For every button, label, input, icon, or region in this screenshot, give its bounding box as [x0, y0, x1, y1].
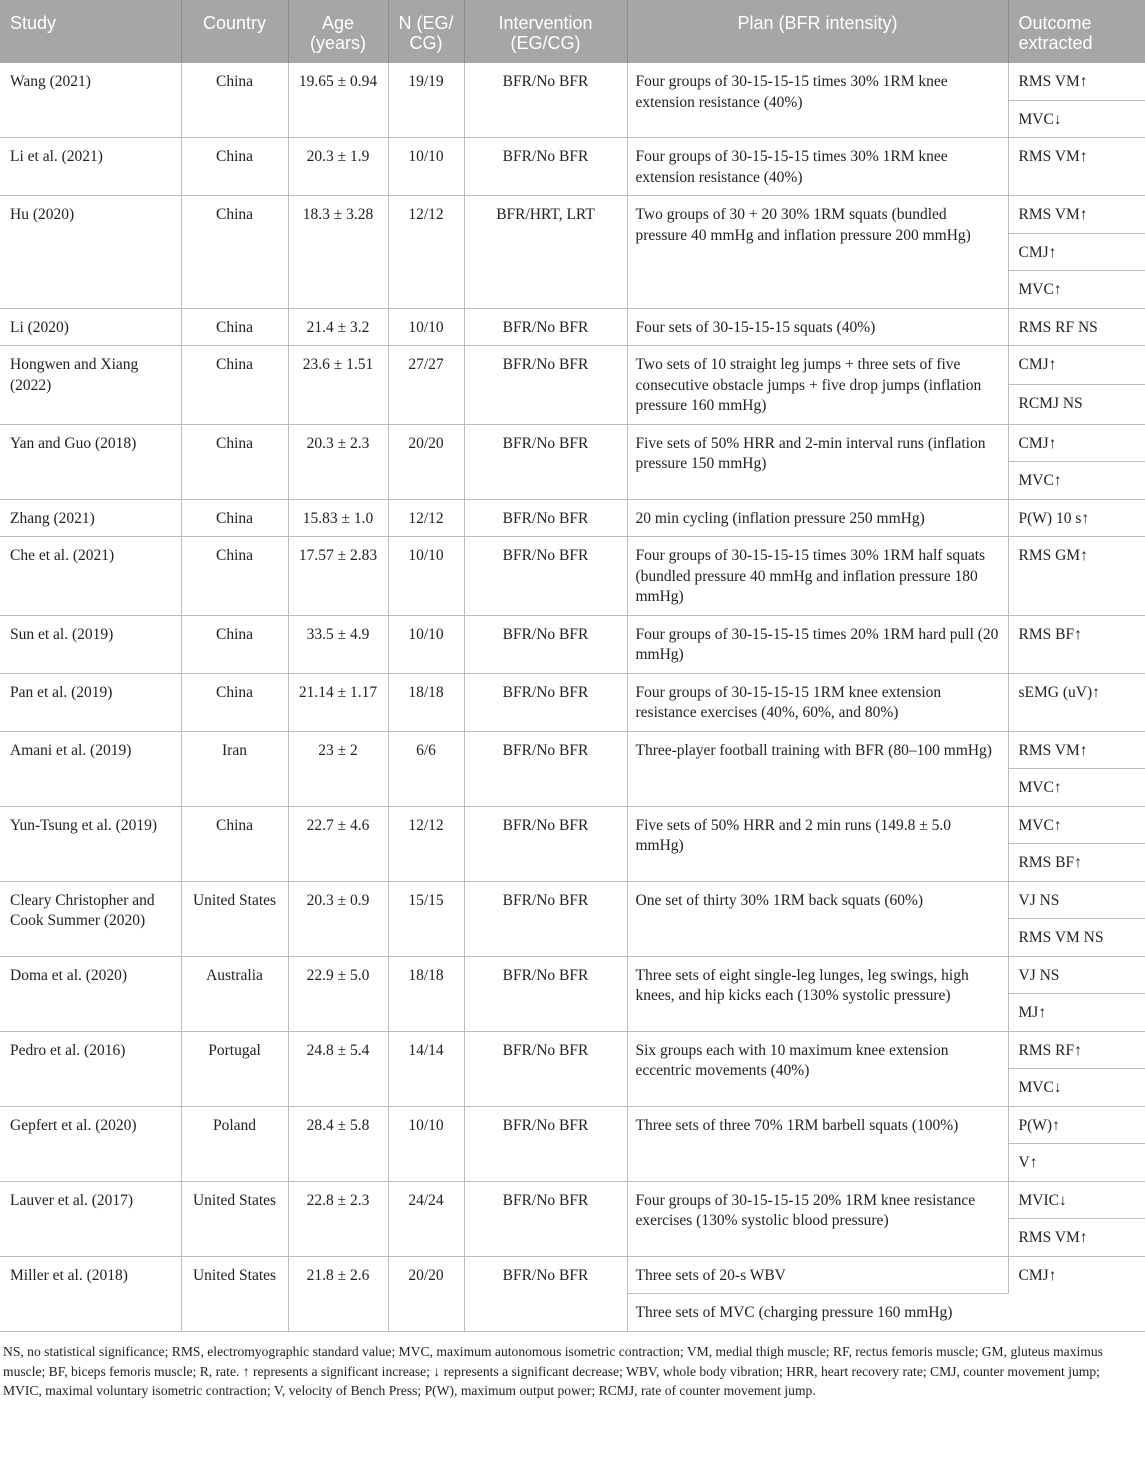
intervention-cell: BFR/No BFR: [464, 308, 627, 346]
header-n: N (EG/ CG): [388, 0, 464, 63]
country-cell: Australia: [181, 956, 288, 1031]
n-cell: 12/12: [388, 806, 464, 881]
n-cell: 18/18: [388, 956, 464, 1031]
country-cell: China: [181, 138, 288, 196]
outcome-cell: MVC↑: [1008, 271, 1145, 309]
country-cell: China: [181, 346, 288, 425]
table-row: [0, 346, 1145, 385]
country-cell: China: [181, 537, 288, 616]
n-cell: 12/12: [388, 196, 464, 309]
header-age: Age (years): [288, 0, 388, 63]
country-cell: Poland: [181, 1106, 288, 1181]
table-row: [0, 308, 1145, 346]
age-cell: 22.8 ± 2.3: [288, 1181, 388, 1256]
study-cell: Che et al. (2021): [0, 537, 181, 616]
outcome-cell: RCMJ NS: [1008, 385, 1145, 424]
age-cell: 23.6 ± 1.51: [288, 346, 388, 425]
outcome-cell: VJ NS: [1008, 881, 1145, 919]
outcome-cell: RMS RF↑: [1008, 1031, 1145, 1069]
table-row: [0, 615, 1145, 673]
country-cell: United States: [181, 881, 288, 956]
country-cell: United States: [181, 1256, 288, 1331]
table-row: [0, 138, 1145, 196]
study-cell: Amani et al. (2019): [0, 731, 181, 806]
n-cell: 10/10: [388, 615, 464, 673]
table-row: [0, 196, 1145, 234]
country-cell: China: [181, 196, 288, 309]
age-cell: 20.3 ± 2.3: [288, 424, 388, 499]
header-intervention: Intervention (EG/CG): [464, 0, 627, 63]
table-row: [0, 499, 1145, 537]
outcome-cell: MVIC↓: [1008, 1181, 1145, 1219]
plan-cell: Three sets of 20-s WBV: [627, 1256, 1008, 1294]
table-row: [0, 1106, 1145, 1144]
outcome-cell: P(W)↑: [1008, 1106, 1145, 1144]
plan-cell: Six groups each with 10 maximum knee extension eccentric movements (40%): [627, 1031, 1008, 1106]
age-cell: 15.83 ± 1.0: [288, 499, 388, 537]
plan-cell: Two groups of 30 + 20 30% 1RM squats (bundled pressure 40 mmHg and inflation pressure 200 mmHg): [627, 196, 1008, 309]
table-row: [0, 1256, 1145, 1294]
intervention-cell: BFR/No BFR: [464, 806, 627, 881]
age-cell: 22.9 ± 5.0: [288, 956, 388, 1031]
plan-cell: Five sets of 50% HRR and 2-min interval runs (inflation pressure 150 mmHg): [627, 424, 1008, 499]
n-cell: 10/10: [388, 1106, 464, 1181]
plan-cell: Five sets of 50% HRR and 2 min runs (149.8 ± 5.0 mmHg): [627, 806, 1008, 881]
intervention-cell: BFR/No BFR: [464, 1181, 627, 1256]
plan-cell: One set of thirty 30% 1RM back squats (60%): [627, 881, 1008, 956]
outcome-cell: RMS VM↑: [1008, 1219, 1145, 1257]
country-cell: China: [181, 499, 288, 537]
outcome-cell: CMJ↑: [1008, 346, 1145, 385]
age-cell: 21.8 ± 2.6: [288, 1256, 388, 1331]
plan-cell: Three sets of three 70% 1RM barbell squats (100%): [627, 1106, 1008, 1181]
n-cell: 27/27: [388, 346, 464, 425]
table-body: [0, 63, 1145, 1331]
study-cell: Yan and Guo (2018): [0, 424, 181, 499]
table-row: [0, 1031, 1145, 1069]
n-cell: 14/14: [388, 1031, 464, 1106]
n-cell: 18/18: [388, 673, 464, 731]
study-cell: Hu (2020): [0, 196, 181, 309]
age-cell: 18.3 ± 3.28: [288, 196, 388, 309]
outcome-cell: RMS VM↑: [1008, 731, 1145, 769]
plan-cell: Two sets of 10 straight leg jumps + three sets of five consecutive obstacle jumps + five drop jumps (inflation pressure 160 mmHg): [627, 346, 1008, 425]
n-cell: 12/12: [388, 499, 464, 537]
study-cell: Zhang (2021): [0, 499, 181, 537]
study-cell: Li et al. (2021): [0, 138, 181, 196]
study-cell: Hongwen and Xiang (2022): [0, 346, 181, 425]
study-cell: Miller et al. (2018): [0, 1256, 181, 1331]
table-row: [0, 806, 1145, 844]
n-cell: 20/20: [388, 424, 464, 499]
table-row: [0, 731, 1145, 769]
country-cell: China: [181, 308, 288, 346]
table-row: [0, 537, 1145, 616]
age-cell: 28.4 ± 5.8: [288, 1106, 388, 1181]
country-cell: China: [181, 63, 288, 138]
table-row: [0, 881, 1145, 919]
intervention-cell: BFR/No BFR: [464, 63, 627, 138]
outcome-cell: RMS VM↑: [1008, 138, 1145, 196]
study-cell: Cleary Christopher and Cook Summer (2020): [0, 881, 181, 956]
n-cell: 24/24: [388, 1181, 464, 1256]
age-cell: 21.14 ± 1.17: [288, 673, 388, 731]
header-plan: Plan (BFR intensity): [627, 0, 1008, 63]
country-cell: China: [181, 673, 288, 731]
country-cell: Iran: [181, 731, 288, 806]
n-cell: 10/10: [388, 308, 464, 346]
age-cell: 20.3 ± 1.9: [288, 138, 388, 196]
plan-cell: Four sets of 30-15-15-15 squats (40%): [627, 308, 1008, 346]
age-cell: 23 ± 2: [288, 731, 388, 806]
plan-cell: Three-player football training with BFR (80–100 mmHg): [627, 731, 1008, 806]
intervention-cell: BFR/HRT, LRT: [464, 196, 627, 309]
plan-cell: Four groups of 30-15-15-15 1RM knee extension resistance exercises (40%, 60%, and 80%): [627, 673, 1008, 731]
intervention-cell: BFR/No BFR: [464, 346, 627, 425]
outcome-cell: MVC↓: [1008, 100, 1145, 138]
outcome-cell: sEMG (uV)↑: [1008, 673, 1145, 731]
outcome-cell: RMS RF NS: [1008, 308, 1145, 346]
outcome-cell: RMS BF↑: [1008, 615, 1145, 673]
outcome-cell: RMS GM↑: [1008, 537, 1145, 616]
header-study: Study: [0, 0, 181, 63]
country-cell: China: [181, 424, 288, 499]
intervention-cell: BFR/No BFR: [464, 673, 627, 731]
outcome-cell: V↑: [1008, 1144, 1145, 1182]
plan-cell: Four groups of 30-15-15-15 times 30% 1RM knee extension resistance (40%): [627, 63, 1008, 138]
intervention-cell: BFR/No BFR: [464, 1256, 627, 1331]
intervention-cell: BFR/No BFR: [464, 731, 627, 806]
table-row: [0, 673, 1145, 731]
plan-cell: Four groups of 30-15-15-15 20% 1RM knee resistance exercises (130% systolic blood pressure): [627, 1181, 1008, 1256]
n-cell: 19/19: [388, 63, 464, 138]
country-cell: China: [181, 806, 288, 881]
outcome-cell: CMJ↑: [1008, 424, 1145, 462]
header-country: Country: [181, 0, 288, 63]
table-footnote: NS, no statistical significance; RMS, electromyographic standard value; MVC, maximum autonomous isometric contraction; VM, medial thigh muscle; RF, rectus femoris muscle; GM, gluteus maximus muscle; BF, biceps femoris muscle; R, rate. ↑ represents a significant increase; ↓ represents a significant decrease; WBV, whole body vibration; HRR, heart recovery rate; CMJ, counter movement jump; MVIC, maximal voluntary isometric contraction; V, velocity of Bench Press; P(W), maximum output power; RCMJ, rate of counter movement jump.: [3, 1344, 1103, 1398]
outcome-cell: RMS VM NS: [1008, 919, 1145, 957]
outcome-cell: RMS VM↑: [1008, 63, 1145, 100]
intervention-cell: BFR/No BFR: [464, 1106, 627, 1181]
table-header-row: [0, 0, 1145, 63]
table-row: [0, 63, 1145, 100]
table-row: [0, 1181, 1145, 1219]
table-row: [0, 424, 1145, 462]
intervention-cell: BFR/No BFR: [464, 1031, 627, 1106]
intervention-cell: BFR/No BFR: [464, 499, 627, 537]
country-cell: China: [181, 615, 288, 673]
plan-cell: 20 min cycling (inflation pressure 250 mmHg): [627, 499, 1008, 537]
outcome-cell: CMJ↑: [1008, 1256, 1145, 1331]
outcome-cell: P(W) 10 s↑: [1008, 499, 1145, 537]
plan-cell: Four groups of 30-15-15-15 times 20% 1RM hard pull (20 mmHg): [627, 615, 1008, 673]
intervention-cell: BFR/No BFR: [464, 956, 627, 1031]
age-cell: 24.8 ± 5.4: [288, 1031, 388, 1106]
age-cell: 17.57 ± 2.83: [288, 537, 388, 616]
outcome-cell: RMS BF↑: [1008, 844, 1145, 882]
plan-cell: Four groups of 30-15-15-15 times 30% 1RM half squats (bundled pressure 40 mmHg and inflation pressure 180 mmHg): [627, 537, 1008, 616]
outcome-cell: CMJ↑: [1008, 233, 1145, 271]
country-cell: Portugal: [181, 1031, 288, 1106]
study-cell: Lauver et al. (2017): [0, 1181, 181, 1256]
n-cell: 6/6: [388, 731, 464, 806]
age-cell: 20.3 ± 0.9: [288, 881, 388, 956]
intervention-cell: BFR/No BFR: [464, 537, 627, 616]
study-cell: Doma et al. (2020): [0, 956, 181, 1031]
n-cell: 10/10: [388, 537, 464, 616]
n-cell: 10/10: [388, 138, 464, 196]
age-cell: 19.65 ± 0.94: [288, 63, 388, 138]
age-cell: 33.5 ± 4.9: [288, 615, 388, 673]
plan-cell: Three sets of eight single-leg lunges, leg swings, high knees, and hip kicks each (130% systolic pressure): [627, 956, 1008, 1031]
plan-cell: Four groups of 30-15-15-15 times 30% 1RM knee extension resistance (40%): [627, 138, 1008, 196]
study-cell: Wang (2021): [0, 63, 181, 138]
intervention-cell: BFR/No BFR: [464, 881, 627, 956]
study-cell: Pedro et al. (2016): [0, 1031, 181, 1106]
table-row: [0, 956, 1145, 994]
country-cell: United States: [181, 1181, 288, 1256]
intervention-cell: BFR/No BFR: [464, 424, 627, 499]
intervention-cell: BFR/No BFR: [464, 138, 627, 196]
age-cell: 22.7 ± 4.6: [288, 806, 388, 881]
plan-cell: Three sets of MVC (charging pressure 160 mmHg): [627, 1294, 1008, 1332]
outcome-cell: RMS VM↑: [1008, 196, 1145, 234]
study-cell: Li (2020): [0, 308, 181, 346]
study-cell: Gepfert et al. (2020): [0, 1106, 181, 1181]
outcome-cell: MVC↓: [1008, 1069, 1145, 1107]
header-outcome: Outcome extracted: [1008, 0, 1145, 63]
outcome-cell: MVC↑: [1008, 769, 1145, 807]
study-cell: Sun et al. (2019): [0, 615, 181, 673]
study-cell: Yun-Tsung et al. (2019): [0, 806, 181, 881]
outcome-cell: MVC↑: [1008, 462, 1145, 500]
outcome-cell: MJ↑: [1008, 994, 1145, 1032]
outcome-cell: VJ NS: [1008, 956, 1145, 994]
n-cell: 20/20: [388, 1256, 464, 1331]
outcome-cell: MVC↑: [1008, 806, 1145, 844]
study-cell: Pan et al. (2019): [0, 673, 181, 731]
age-cell: 21.4 ± 3.2: [288, 308, 388, 346]
intervention-cell: BFR/No BFR: [464, 615, 627, 673]
n-cell: 15/15: [388, 881, 464, 956]
